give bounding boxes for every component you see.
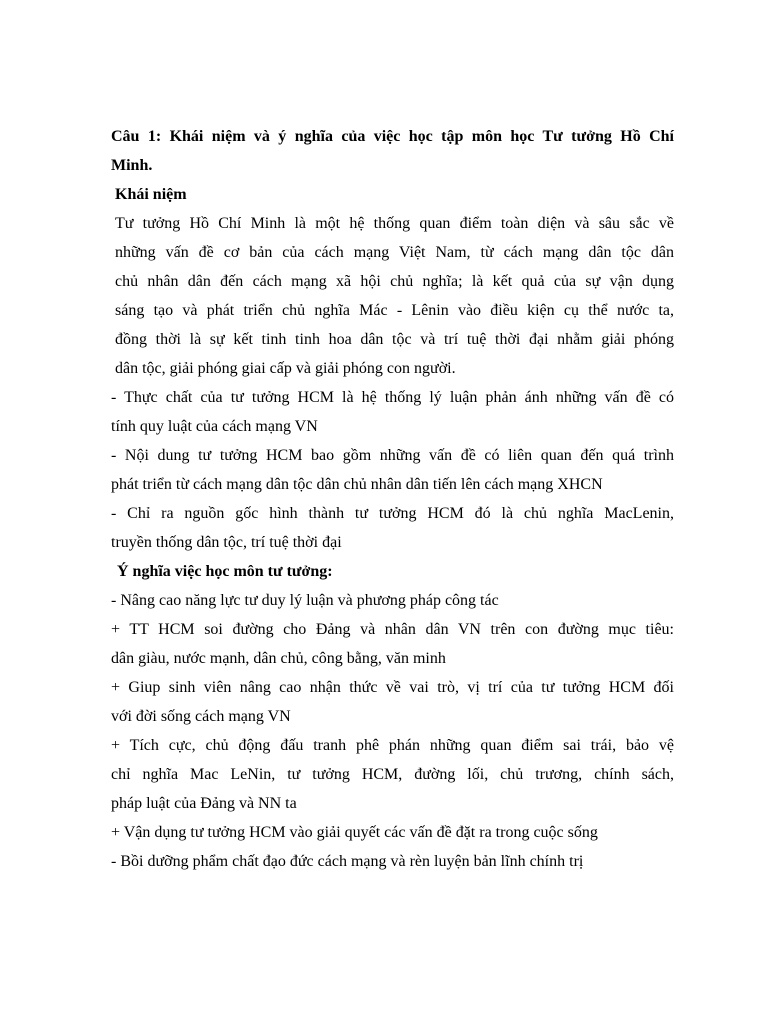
paragraph-line: Tư tưởng Hồ Chí Minh là một hệ thống quan điểm toàn diện và sâu sắc về: [115, 215, 674, 232]
significance-point: [111, 673, 674, 731]
concept-point: [111, 499, 674, 557]
significance-point: [111, 615, 674, 673]
concept-point: [111, 441, 674, 499]
significance-point: [111, 818, 674, 847]
point-line: + Tích cực, chủ động đấu tranh phê phán những quan điểm sai trái, bảo vệ: [111, 737, 674, 754]
paragraph-line: đồng thời là sự kết tinh tinh hoa dân tộc và trí tuệ thời đại nhằm giải phóng: [115, 331, 674, 348]
point-line: - Nội dung tư tưởng HCM bao gồm những vấn đề có liên quan đến quá trình: [111, 447, 674, 464]
concept-paragraph: [111, 209, 674, 383]
point-line: + Vận dụng tư tưởng HCM vào giải quyết các vấn đề đặt ra trong cuộc sống: [111, 824, 598, 841]
title-line-1: Câu 1: Khái niệm và ý nghĩa của việc học tập môn học Tư tưởng Hồ Chí: [111, 128, 674, 145]
concept-point: [111, 383, 674, 441]
significance-point: [111, 847, 674, 876]
point-line: phát triển từ cách mạng dân tộc dân chủ nhân dân tiến lên cách mạng XHCN: [111, 476, 603, 493]
paragraph-line: dân tộc, giải phóng giai cấp và giải phóng con người.: [115, 360, 456, 377]
point-line: dân giàu, nước mạnh, dân chủ, công bằng, văn minh: [111, 650, 446, 667]
title-line-2: Minh.: [111, 157, 153, 174]
point-line: truyền thống dân tộc, trí tuệ thời đại: [111, 534, 342, 551]
point-line: với đời sống cách mạng VN: [111, 708, 291, 725]
point-line: chỉ nghĩa Mac LeNin, tư tưởng HCM, đường lối, chủ trương, chính sách,: [111, 766, 674, 783]
paragraph-line: những vấn đề cơ bản của cách mạng Việt Nam, từ cách mạng dân tộc dân: [115, 244, 674, 261]
significance-point: [111, 731, 674, 818]
point-line: - Chỉ ra nguồn gốc hình thành tư tưởng HCM đó là chủ nghĩa MacLenin,: [111, 505, 674, 522]
section-heading-concept: Khái niệm: [115, 186, 187, 203]
document-page: [111, 122, 674, 876]
significance-point: [111, 586, 674, 615]
paragraph-line: sáng tạo và phát triển chủ nghĩa Mác - Lênin vào điều kiện cụ thể nước ta,: [115, 302, 674, 319]
point-line: tính quy luật của cách mạng VN: [111, 418, 318, 435]
point-line: - Nâng cao năng lực tư duy lý luận và phương pháp công tác: [111, 592, 499, 609]
point-line: pháp luật của Đảng và NN ta: [111, 795, 297, 812]
paragraph-line: chủ nhân dân đến cách mạng xã hội chủ nghĩa; là kết quả của sự vận dụng: [115, 273, 674, 290]
point-line: - Bồi dưỡng phẩm chất đạo đức cách mạng và rèn luyện bản lĩnh chính trị: [111, 853, 584, 870]
point-line: + TT HCM soi đường cho Đảng và nhân dân VN trên con đường mục tiêu:: [111, 621, 674, 638]
point-line: - Thực chất của tư tưởng HCM là hệ thống lý luận phản ánh những vấn đề có: [111, 389, 674, 406]
section-heading-significance: Ý nghĩa việc học môn tư tưởng:: [117, 563, 333, 580]
point-line: + Giup sinh viên nâng cao nhận thức về vai trò, vị trí của tư tưởng HCM đối: [111, 679, 674, 696]
